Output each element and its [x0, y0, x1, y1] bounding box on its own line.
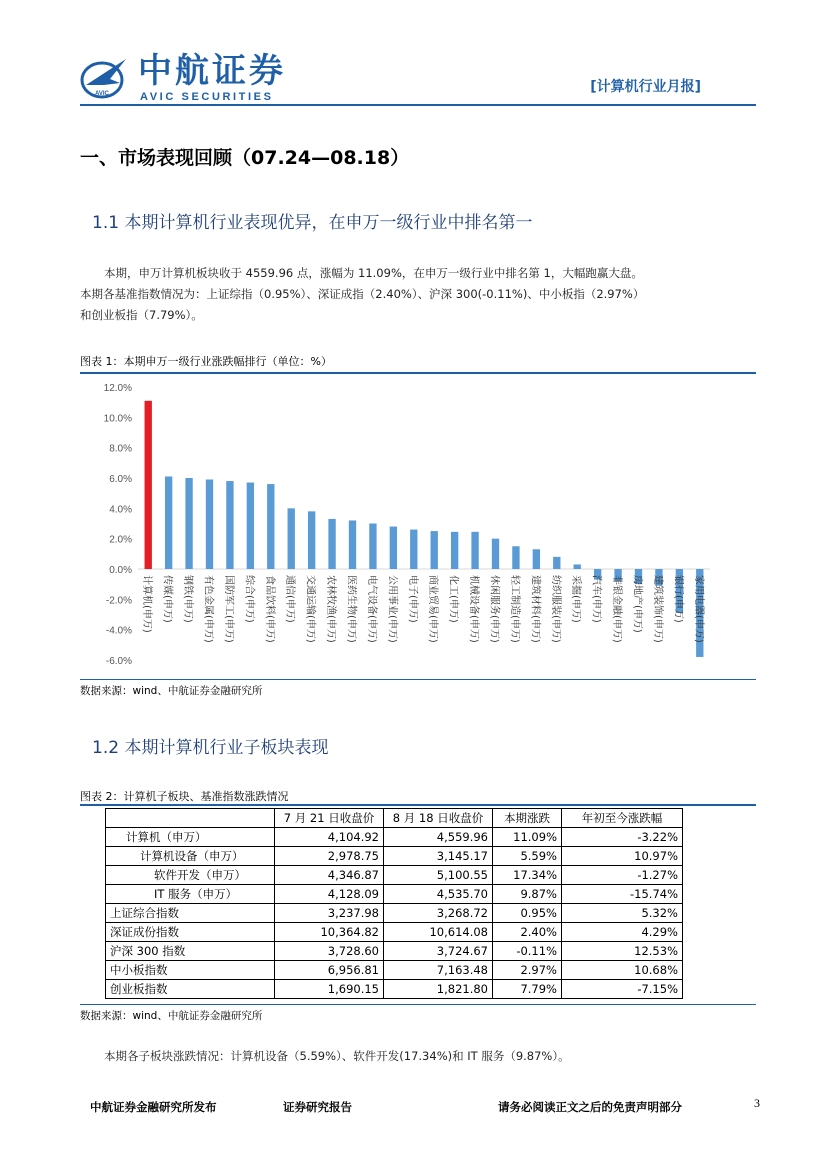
section-title: 一、市场表现回顾（07.24—08.18）	[80, 147, 410, 169]
cell: -0.11%	[493, 942, 562, 961]
table-row	[106, 885, 683, 904]
y-tick-label: 0.0%	[109, 565, 132, 576]
index-table	[105, 808, 683, 999]
bar	[492, 539, 499, 569]
cell: 3,728.60	[275, 942, 384, 961]
cell: 5.59%	[493, 847, 562, 866]
cell: 4.29%	[562, 923, 683, 942]
paragraph-line: 本期各基准指数情况为：上证综指（0.95%）、深证成指（2.40%）、沪深 300(-0.11%)、中小板指（2.97%）	[80, 287, 645, 301]
row-name: 软件开发（申万）	[106, 866, 275, 885]
paragraph-line: 本期，申万计算机板块收于 4559.96 点，涨幅为 11.09%，在申万一级行业中排名第 1，大幅跑赢大盘。	[104, 266, 643, 280]
x-category-label: 建筑材料(申万)	[529, 575, 541, 643]
x-category-label: 农林牧渔(申万)	[325, 575, 337, 643]
cell: -3.22%	[562, 828, 683, 847]
y-tick-label: -4.0%	[105, 625, 132, 637]
x-category-label: 通信(申万)	[284, 575, 296, 623]
cell: 4,559.96	[384, 828, 493, 847]
cell: 3,237.98	[275, 904, 384, 923]
y-tick-label: -6.0%	[105, 656, 132, 667]
bar	[369, 524, 376, 570]
cell: -7.15%	[562, 980, 683, 999]
x-category-label: 有色金属(申万)	[202, 575, 214, 643]
table-header: 8 月 18 日收盘价	[384, 809, 493, 828]
industry-return-chart	[80, 375, 756, 677]
x-category-label: 公用事业(申万)	[386, 575, 398, 643]
table-header	[106, 809, 275, 828]
bar	[431, 531, 438, 569]
cell: 10,364.82	[275, 923, 384, 942]
footer-disclaimer: 请务必阅读正文之后的免责声明部分	[498, 1100, 682, 1114]
bar	[410, 530, 417, 569]
cell: 3,145.17	[384, 847, 493, 866]
x-category-label: 机械设备(申万)	[468, 575, 480, 643]
table-source: 数据来源：wind、中航证券金融研究所	[80, 1010, 263, 1022]
table-row	[106, 980, 683, 999]
table-row	[106, 866, 683, 885]
table-header: 7 月 21 日收盘价	[275, 809, 384, 828]
footer-report-type: 证券研究报告	[283, 1100, 352, 1114]
bar	[267, 484, 274, 569]
x-category-label: 轻工制造(申万)	[508, 575, 520, 643]
table-bottom-rule	[80, 1004, 756, 1005]
cell: 2.40%	[493, 923, 562, 942]
cell: 10.68%	[562, 961, 683, 980]
bar	[553, 557, 560, 569]
y-tick-label: 6.0%	[109, 474, 132, 485]
bar	[226, 481, 233, 569]
footer-publisher: 中航证券金融研究所发布	[90, 1100, 217, 1114]
x-category-label: 计算机(申万)	[141, 575, 153, 633]
table-caption: 图表 2：计算机子板块、基准指数涨跌情况	[80, 790, 289, 803]
table-row	[106, 942, 683, 961]
bar	[308, 511, 315, 569]
cell: 4,128.09	[275, 885, 384, 904]
x-category-label: 采掘(申万)	[570, 575, 582, 623]
cell: 3,724.67	[384, 942, 493, 961]
row-name: 计算机设备（申万）	[106, 847, 275, 866]
subsection-2-title: 1.2 本期计算机行业子板块表现	[92, 738, 329, 758]
y-tick-label: 2.0%	[109, 534, 132, 546]
caption-rule	[80, 372, 756, 374]
cell: 7.79%	[493, 980, 562, 999]
y-tick-label: -2.0%	[105, 595, 132, 607]
x-category-label: 传媒(申万)	[161, 575, 173, 623]
x-category-label: 钢铁(申万)	[182, 575, 194, 623]
subsector-summary: 本期各子板块涨跌情况：计算机设备（5.59%）、软件开发(17.34%)和 IT 服务（9.87%）。	[104, 1049, 570, 1063]
row-name: 计算机（申万）	[106, 828, 275, 847]
document-type: [计算机行业月报]	[590, 79, 701, 95]
x-category-label: 房地产(申万)	[631, 575, 643, 633]
cell: 10.97%	[562, 847, 683, 866]
x-category-label: 综合(申万)	[243, 575, 255, 623]
cell: 11.09%	[493, 828, 562, 847]
cell: -15.74%	[562, 885, 683, 904]
cell: 4,535.70	[384, 885, 493, 904]
cell: 4,346.87	[275, 866, 384, 885]
bar	[288, 508, 295, 569]
cell: 7,163.48	[384, 961, 493, 980]
cell: 0.95%	[493, 904, 562, 923]
x-category-label: 建筑装饰(申万)	[651, 575, 663, 643]
table-header-row	[106, 809, 683, 828]
row-name: 上证综合指数	[106, 904, 275, 923]
row-name: 深证成份指数	[106, 923, 275, 942]
cell: 17.34%	[493, 866, 562, 885]
y-tick-label: 8.0%	[109, 443, 132, 455]
header-rule	[80, 104, 756, 106]
table-header: 年初至今涨跌幅	[562, 809, 683, 828]
cell: 10,614.08	[384, 923, 493, 942]
caption-rule	[80, 804, 756, 806]
subsection-1-title: 1.1 本期计算机行业表现优异，在申万一级行业中排名第一	[92, 213, 533, 233]
x-category-label: 休闲服务(申万)	[488, 575, 500, 643]
x-category-label: 家用电器(申万)	[692, 575, 704, 643]
x-category-label: 纺织服装(申万)	[549, 575, 561, 643]
table-row	[106, 904, 683, 923]
cell: 9.87%	[493, 885, 562, 904]
x-category-label: 交通运输(申万)	[304, 575, 316, 643]
intro-paragraph	[80, 263, 756, 326]
cell: -1.27%	[562, 866, 683, 885]
bar	[206, 480, 213, 569]
x-category-label: 电气设备(申万)	[365, 575, 377, 643]
chart-caption: 图表 1：本期申万一级行业涨跌幅排行（单位：%）	[80, 355, 332, 368]
x-category-label: 国防军工(申万)	[222, 575, 234, 643]
chart-source: 数据来源：wind、中航证券金融研究所	[80, 685, 263, 697]
bar	[185, 478, 192, 569]
cell: 1,821.80	[384, 980, 493, 999]
x-category-label: 医药生物(申万)	[345, 575, 357, 643]
avic-logo-icon	[80, 55, 130, 101]
x-category-label: 银行(申万)	[672, 575, 684, 623]
x-category-label: 化工(申万)	[447, 575, 459, 623]
bar	[390, 527, 397, 569]
table-header: 本期涨跌	[493, 809, 562, 828]
y-tick-label: 12.0%	[103, 383, 132, 394]
x-category-label: 汽车(申万)	[590, 575, 602, 623]
table-row	[106, 847, 683, 866]
x-category-label: 商业贸易(申万)	[427, 575, 439, 643]
x-category-label: 非银金融(申万)	[611, 575, 623, 643]
bar	[533, 549, 540, 569]
cell: 2.97%	[493, 961, 562, 980]
cell: 2,978.75	[275, 847, 384, 866]
x-category-label: 食品饮料(申万)	[263, 575, 275, 643]
bar	[574, 564, 581, 569]
cell: 5.32%	[562, 904, 683, 923]
row-name: 创业板指数	[106, 980, 275, 999]
cell: 6,956.81	[275, 961, 384, 980]
brand-name-en: AVIC SECURITIES	[140, 91, 274, 103]
row-name: IT 服务（申万）	[106, 885, 275, 904]
paragraph-line: 和创业板指（7.79%）。	[80, 308, 203, 322]
cell: 12.53%	[562, 942, 683, 961]
x-category-label: 电子(申万)	[406, 575, 418, 623]
cell: 5,100.55	[384, 866, 493, 885]
bar	[247, 483, 254, 569]
table-row	[106, 828, 683, 847]
row-name: 中小板指数	[106, 961, 275, 980]
cell: 1,690.15	[275, 980, 384, 999]
cell: 4,104.92	[275, 828, 384, 847]
table-row	[106, 923, 683, 942]
bar	[165, 476, 172, 569]
bar	[451, 532, 458, 569]
bar	[512, 546, 519, 569]
table-row	[106, 961, 683, 980]
y-tick-label: 10.0%	[103, 413, 132, 425]
chart-bottom-rule	[80, 679, 756, 680]
bar	[328, 519, 335, 569]
brand-name-cn: 中航证券	[138, 51, 286, 91]
cell: 3,268.72	[384, 904, 493, 923]
y-tick-label: 4.0%	[109, 504, 132, 516]
bar	[349, 520, 356, 569]
logo-mark-text: AVIC	[95, 91, 109, 97]
bar	[145, 401, 152, 569]
row-name: 沪深 300 指数	[106, 942, 275, 961]
page-number: 3	[754, 1096, 760, 1110]
bar	[471, 532, 478, 569]
